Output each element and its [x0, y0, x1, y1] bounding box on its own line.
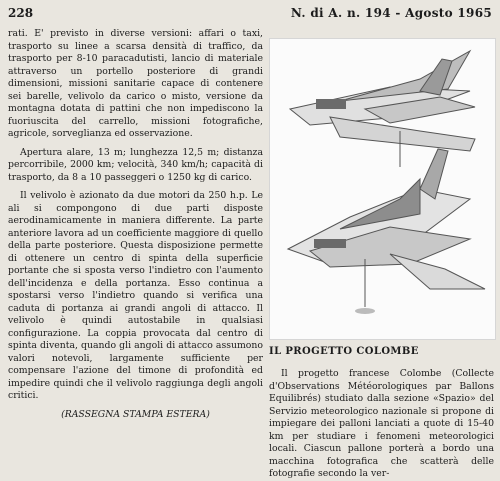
aircraft-model-bottom: [288, 149, 485, 314]
page-number: 228: [8, 6, 34, 20]
issue-info: N. di A. n. 194 - Agosto 1965: [290, 6, 492, 20]
source-credit: (RASSEGNA STAMPA ESTERA): [61, 408, 210, 420]
paragraph-colombe: Il progetto francese Colombe (Collecte d'Observations Météorologiques par Ballons Equilibrés) studiato dalla sezione «Spazio» del Servizio meteorologico nazionale si propone di impiegare dei palloni lanciati a quote di 15-40 km per studiare i fenomeni meteorologici locali. Ciascun pallone porterà a bordo una macchina fotografica che scatterà delle fotografie secondo la ver-: [269, 368, 494, 479]
aircraft-model-photo: [269, 38, 496, 340]
page-header: [8, 6, 492, 24]
paragraph-versions: rati. E' previsto in diverse versioni: affari o taxi, trasporto su linee a scarsa densità di traffico, da trasporto per 8-10 paracadutisti, lancio di materiale attraverso un portello posteriore di grandi dimensioni, missioni sanitarie capace di contenere sei barelle, velivolo da carico o misto, versione da montagna dotata di pattini che non impediscono la fuoriuscita del carrello, missioni fotografiche, agricole, sorveglianza ed osservazione.: [8, 28, 263, 139]
aircraft-illustration: [270, 39, 495, 339]
aircraft-model-top: [290, 51, 475, 167]
right-column: [269, 28, 494, 479]
paragraph-engines: Il velivolo è azionato da due motori da 250 h.p. Le ali si compongono di due parti disposte aerodinamicamente in maniera differente. La parte anteriore lavora ad un coefficiente maggiore di quello della parte posteriore. Questa disposizione permette di ottenere un centro di spinta della superficie portante che si sposta verso l'indietro con l'aumento dell'incidenza e della portanza. Esso continua a spostarsi verso l'indietro quando si verifica una caduta di portanza ai grandi angoli di attacco. Il velivolo è quindi autostabile in qualsiasi configurazione. La coppia provocata dal centro di spinta diventa, quando gli angoli di attacco assumono valori notevoli, largamente sufficiente per compensare l'azione del timone di profondità ed impedire quindi che il velivolo raggiunga degli angoli critici.: [8, 190, 263, 401]
section-title: IL PROGETTO COLOMBE: [269, 346, 419, 357]
left-column: [8, 28, 263, 436]
paragraph-specs: Apertura alare, 13 m; lunghezza 12,5 m; distanza percorribile, 2000 km; velocità, 340 km/h; capacità di trasporto, da 8 a 10 passeggeri o 1250 kg di carico.: [8, 146, 263, 183]
